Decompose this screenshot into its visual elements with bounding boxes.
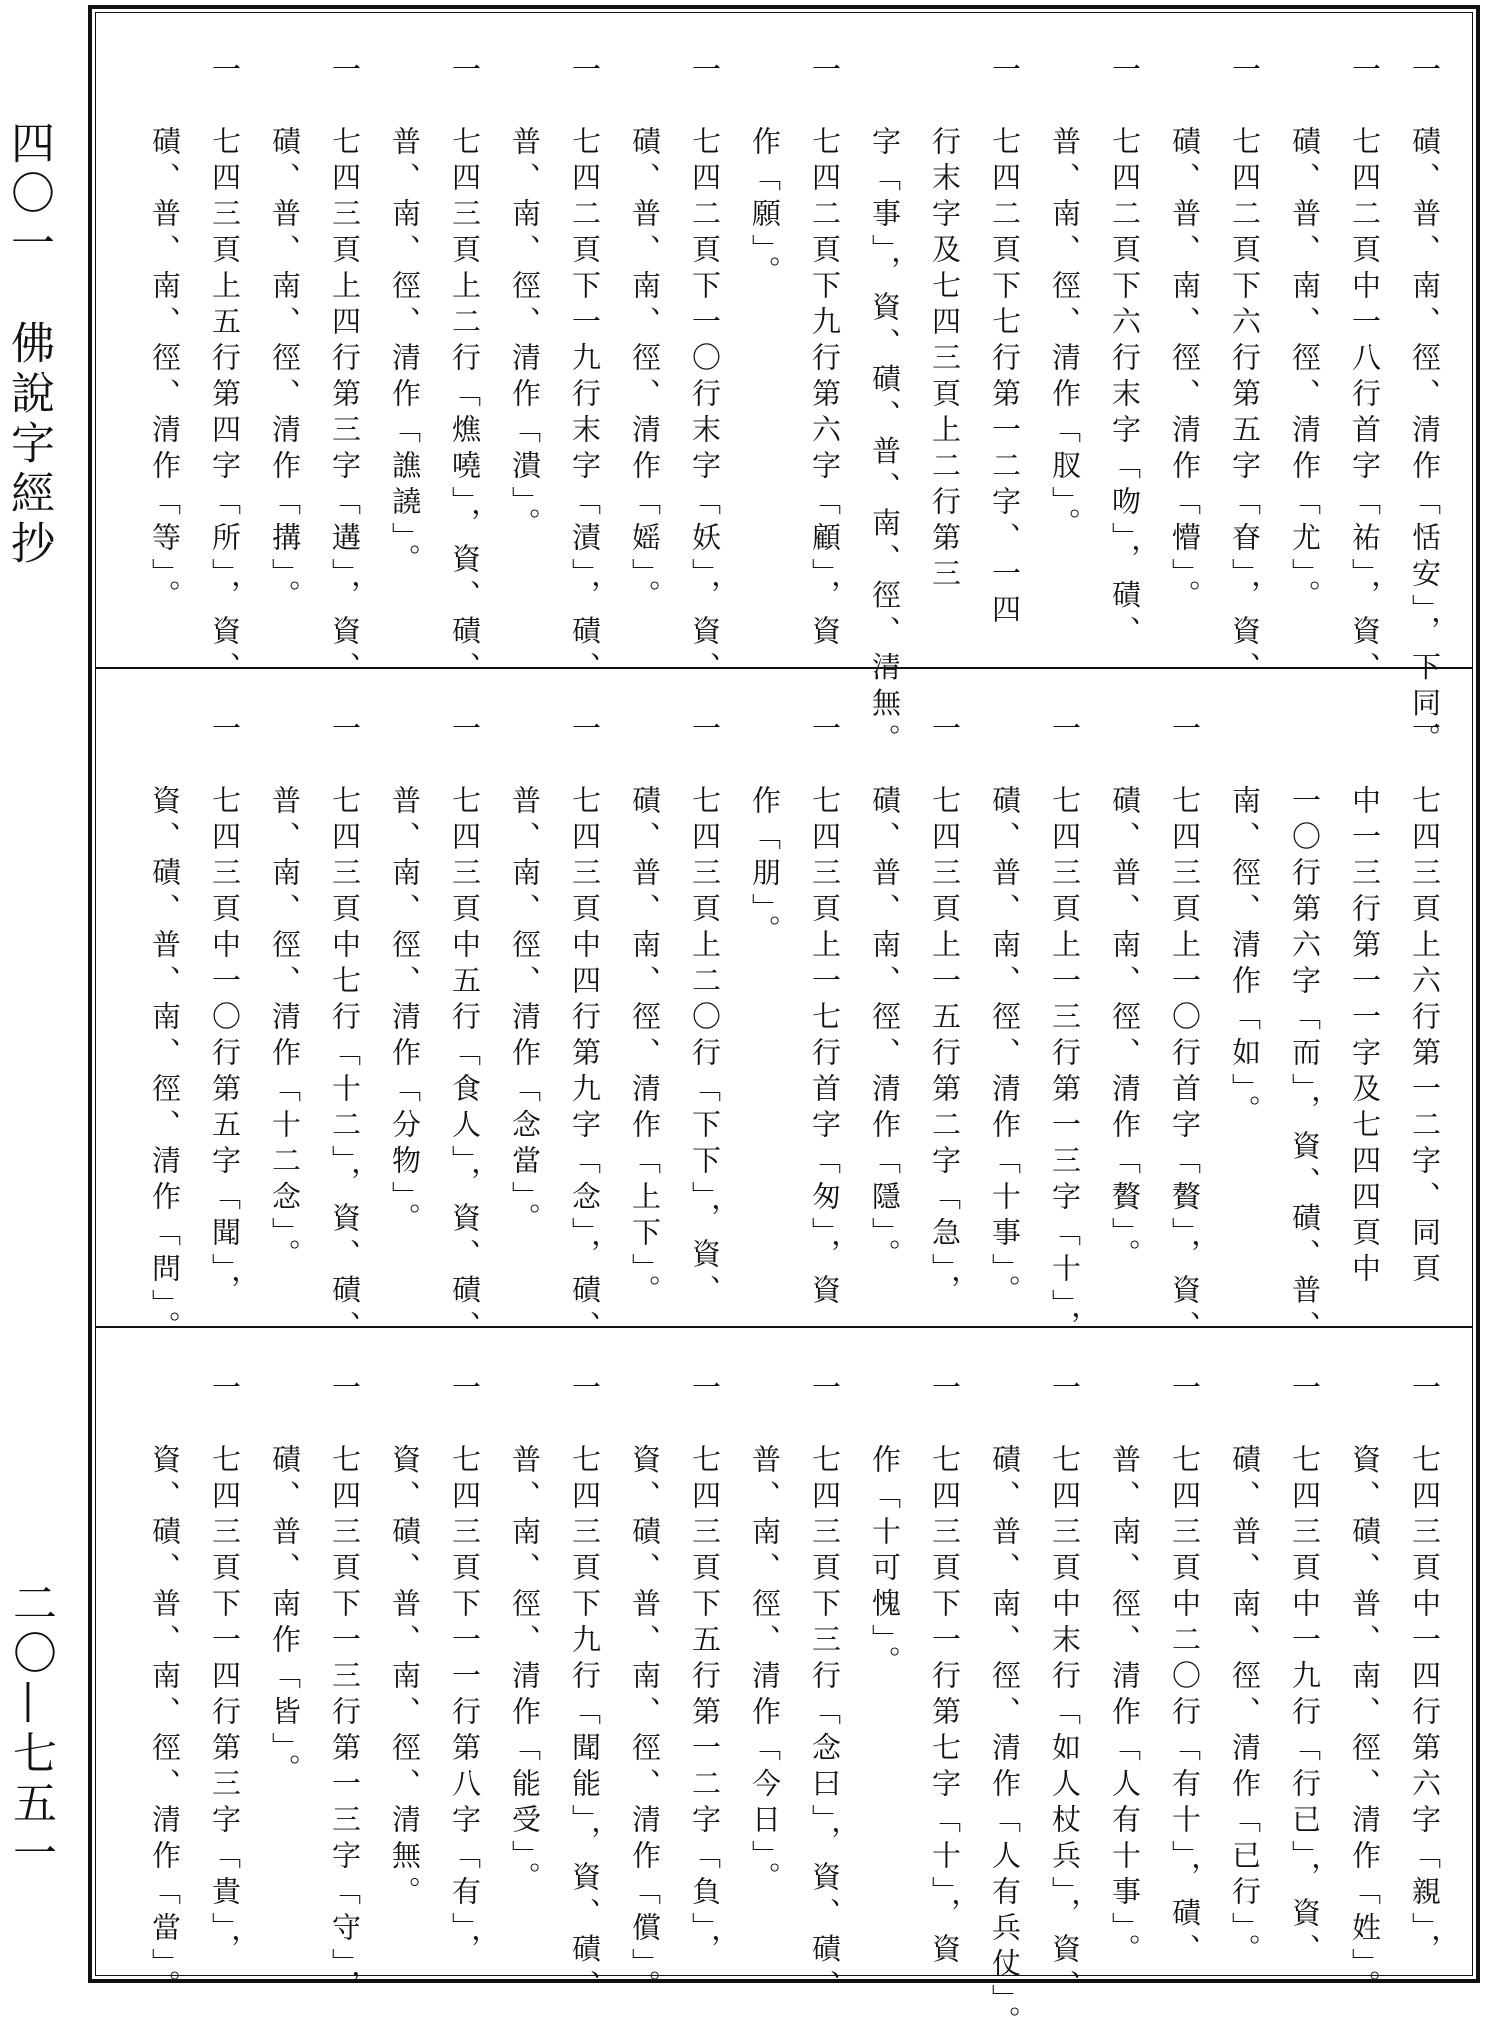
collation-line: 一 七四三頁下三行「念曰」，資、磧、 [808,1372,842,2006]
collation-line: 普、南、徑、清作「念當」。 [508,713,542,1239]
collation-line: 一〇行第六字「而」，資、磧、普、 [1288,713,1322,1347]
collation-line: 普、南、徑、清作「肞」。 [1048,54,1082,544]
collation-line: 一 七四三頁上一七行首字「匆」，資 [808,713,842,1311]
collation-line: 一 七四三頁中二〇行「有十」，磧、 [1168,1372,1202,1970]
page-frame [88,5,1480,2042]
collation-line: 磧、普、南、徑、清作「媱」。 [628,54,662,616]
collation-line: 一 七四三頁中一四行第六字「親」， [1408,1372,1442,1970]
collation-line: 一 七四三頁上一五行第二字「急」， [928,713,962,1311]
collation-line: 一 七四三頁上二〇行「下下」，資、 [688,713,722,1311]
collation-line: 普、南、徑、清作「十二念」。 [268,713,302,1275]
collation-line: 普、南、徑、清作「潰」。 [508,54,542,544]
register-middle [95,671,1473,1347]
collation-line: 行末字及七四三頁上二行第三 [928,54,962,594]
page-number: 二〇—七五一 [5,1580,56,1880]
collation-line: 一 七四三頁上一三行第一三字「十」， [1048,713,1082,1347]
collation-line: 中一三行第一一字及七四四頁中 [1348,713,1382,1289]
collation-line: 一 七四三頁下一行第七字「十」，資 [928,1372,962,1970]
collation-line: 普、南、徑、清作「今日」。 [748,1372,782,1898]
collation-line: 普、南、徑、清作「譙譊」。 [388,54,422,580]
collation-line: 一 七四三頁中七行「十二」，資、磧、 [328,713,362,1347]
collation-line: 普、南、徑、清作「分物」。 [388,713,422,1239]
margin-header: 四〇一 佛說字經抄 [3,120,54,570]
collation-line: 磧、普、南、徑、清作「隱」。 [868,713,902,1275]
collation-line: 一 七四三頁上一〇行首字「贅」，資、 [1168,713,1202,1347]
collation-line: 一 七四二頁下六行末字「吻」，磧、 [1108,54,1142,652]
collation-line: 作「朋」。 [748,713,782,951]
collation-line: 磧、普、南、徑、清作「人有兵仗」。 [988,1372,1022,2042]
collation-line: 一 七四二頁下七行第一二字、一四 [988,54,1022,630]
collation-line: 一 七四三頁下一三行第一三字「守」， [328,1372,362,2006]
collation-line: 普、南、徑、清作「人有十事」。 [1108,1372,1142,1970]
collation-line: 一 七四三頁中一〇行第五字「聞」， [208,713,242,1311]
collation-line: 一 七四三頁中一九行「行已」，資、 [1288,1372,1322,1970]
collation-line: 資、磧、普、南、徑、清作「問」。 [148,713,182,1347]
collation-line: 一 七四三頁上四行第三字「遘」，資、 [328,54,362,688]
collation-line: 資、磧、普、南、徑、清無。 [388,1372,422,1912]
collation-line: 一 七四三頁上五行第四字「所」，資、 [208,54,242,688]
collation-line: 資、磧、普、南、徑、清作「償」。 [628,1372,662,2006]
collation-line: 一 七四三頁上二行「燋嘵」，資、磧、 [448,54,482,688]
collation-line: 磧、普、南、徑、清作「尤」。 [1288,54,1322,616]
collation-line: 磧、普、南、徑、清作「上下」。 [628,713,662,1311]
collation-line: 磧、普、南、徑、清作「十事」。 [988,713,1022,1311]
collation-line: 一 七四二頁下九行第六字「顧」，資 [808,54,842,652]
collation-line: 一 七四三頁下一一行第八字「有」， [448,1372,482,1970]
collation-line: 一 七四二頁中一八行首字「祐」，資、 [1348,54,1382,688]
collation-line: 磧、普、南、徑、清作「搆」。 [268,54,302,616]
collation-line: 磧、普、南、徑、清作「已行」。 [1228,1372,1262,1970]
collation-line: 磧、普、南、徑、清作「贅」。 [1108,713,1142,1275]
collation-line: 作「願」。 [748,54,782,292]
collation-line: 資、磧、普、南、徑、清作「當」。 [148,1372,182,2006]
collation-line: 資、磧、普、南、徑、清作「姓」。 [1348,1372,1382,2006]
collation-line: 一 七四三頁下五行第一二字「負」， [688,1372,722,1970]
collation-line: 作「十可愧」。 [868,1372,902,1682]
collation-line: 一 七四三頁中四行第九字「念」，磧、 [568,713,602,1347]
collation-line: 磧、普、南、徑、清作「懵」。 [1168,54,1202,616]
collation-line: 南、徑、清作「如」。 [1228,713,1262,1131]
collation-line: 普、南、徑、清作「能受」。 [508,1372,542,1898]
collation-line: 一 七四三頁下九行「聞能」，資、磧、 [568,1372,602,2006]
collation-line: 一 七四三頁下一四行第三字「貴」， [208,1372,242,1970]
collation-line: 一 七四三頁中五行「食人」，資、磧、 [448,713,482,1347]
collation-line: 磧、普、南作「皆」。 [268,1372,302,1790]
collation-line: 一 七四三頁中末行「如人杖兵」，資、 [1048,1372,1082,2006]
register-bottom [95,1330,1473,2042]
collation-line: 一 磧、普、南、徑、清作「恬安」，下同。 [1408,54,1442,760]
collation-line: 一 七四二頁下一〇行末字「妖」，資、 [688,54,722,688]
collation-line: 磧、普、南、徑、清作「等」。 [148,54,182,616]
collation-line: 字「事」，資、磧、普、南、徑、清無。 [868,54,902,760]
register-top [95,12,1473,760]
collation-line: 一 七四三頁上六行第一二字、同頁 [1408,713,1442,1289]
collation-line: 一 七四二頁下一九行末字「漬」，磧、 [568,54,602,688]
collation-line: 一 七四二頁下六行第五字「眘」，資、 [1228,54,1262,688]
